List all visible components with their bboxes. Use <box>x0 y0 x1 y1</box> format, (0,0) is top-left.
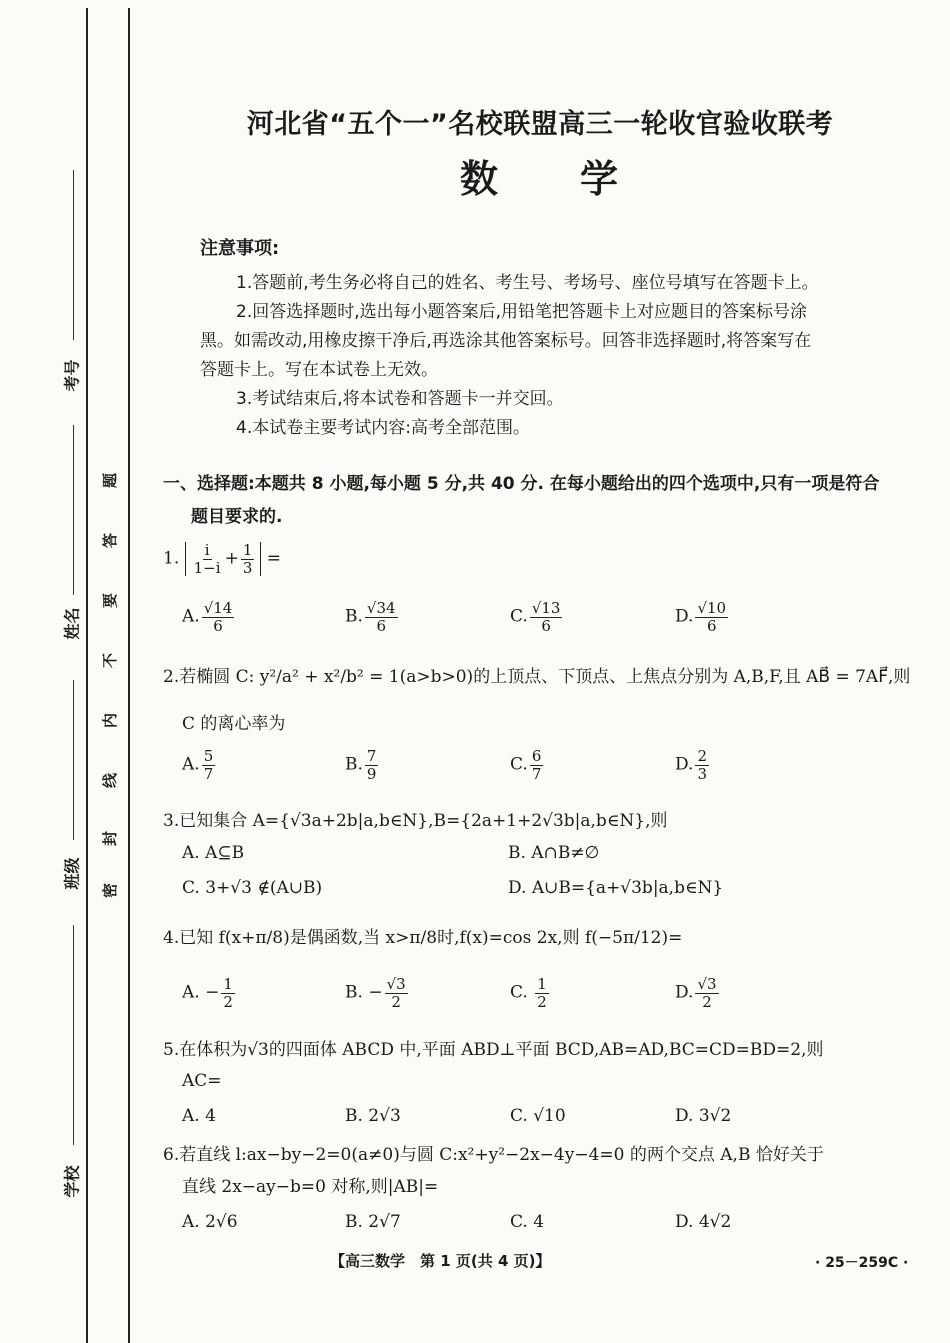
warning-char: 题 <box>101 472 120 489</box>
warning-char: 内 <box>101 712 120 729</box>
question-6-line1: 6.若直线 l:ax−by−2=0(a≠0)与圆 C:x²+y²−2x−4y−4=0 的两个交点 A,B 恰好关于 <box>163 1145 824 1165</box>
warning-char: 答 <box>101 532 120 549</box>
q6-option-d: D. 4√2 <box>675 1212 732 1232</box>
q5-option-a: A. 4 <box>182 1106 216 1126</box>
notice-line: 黑。如需改动,用橡皮擦干净后,再选涂其他答案标号。回答非选择题时,将答案写在 <box>200 331 812 351</box>
notice-line: 4.本试卷主要考试内容:高考全部范围。 <box>236 418 530 438</box>
notice-line: 答题卡上。写在本试卷上无效。 <box>200 360 438 380</box>
q6-option-c: C. 4 <box>510 1212 545 1232</box>
question-5-line1: 5.在体积为√3的四面体 ABCD 中,平面 ABD⊥平面 BCD,AB=AD,BC=CD=BD=2,则 <box>163 1040 824 1060</box>
q1-option-d: D. $\frac{√10}{6}$ <box>675 599 727 635</box>
section-heading-line1: 一、选择题:本题共 8 小题,每小题 5 分,共 40 分. 在每小题给出的四个选项中,只有一项是符合 <box>163 474 880 494</box>
q5-option-c: C. √10 <box>510 1106 566 1126</box>
exam-title: 河北省“五个一”名校联盟高三一轮收官验收联考 <box>246 109 834 140</box>
binding-line-right <box>128 8 130 1343</box>
exam-number-label: 考号 <box>62 359 82 392</box>
question-1: 1. $\frac{i}{1-i}$ + $\frac{1}{3}$ = <box>163 541 282 577</box>
question-3-line1: 3.已知集合 A={√3a+2b|a,b∈N},B={2a+1+2√3b|a,b∈N},则 <box>163 811 668 831</box>
q1-option-a: A. $\frac{√14}{6}$ <box>182 599 233 635</box>
exam-code: · 25－259C · <box>815 1255 909 1271</box>
q3-option-d: D. A∪B={a+√3b|a,b∈N} <box>508 878 724 898</box>
notice-heading: 注意事项: <box>200 238 280 259</box>
q3-option-b: B. A∩B≠∅ <box>508 843 600 863</box>
name-label: 姓名 <box>62 607 82 640</box>
q2-option-c: C. $\frac{6}{7}$ <box>510 747 542 783</box>
school-underline <box>73 925 74 1145</box>
binding-line-left <box>86 8 88 1343</box>
question-2-line1: 2.若椭圆 C: y²/a² + x²/b² = 1(a>b>0)的上顶点、下顶点、上焦点分别为 A,B,F,且 AB⃗ = 7AF⃗,则 <box>163 667 911 687</box>
q1-option-c: C. $\frac{√13}{6}$ <box>510 599 561 635</box>
q6-option-b: B. 2√7 <box>345 1212 401 1232</box>
exam-number-underline <box>73 170 74 340</box>
absolute-value-expression: $\frac{i}{1-i}$ + $\frac{1}{3}$ <box>185 542 262 576</box>
q5-option-b: B. 2√3 <box>345 1106 401 1126</box>
warning-char: 密 <box>101 882 120 899</box>
school-label: 学校 <box>62 1165 82 1198</box>
q2-option-d: D. $\frac{2}{3}$ <box>675 747 707 783</box>
q1-option-b: B. $\frac{√34}{6}$ <box>345 599 396 635</box>
warning-char: 封 <box>101 830 120 847</box>
class-underline <box>73 680 74 840</box>
fraction: $\frac{i}{1-i}$ <box>193 541 221 577</box>
section-heading <box>163 468 923 534</box>
fraction: $\frac{1}{3}$ <box>242 541 253 577</box>
q3-option-c: C. 3+√3 ∉(A∪B) <box>182 878 323 898</box>
q5-option-d: D. 3√2 <box>675 1106 732 1126</box>
class-label: 班级 <box>62 857 82 890</box>
page-footer: 【高三数学 第 1 页(共 4 页)】 <box>330 1252 551 1270</box>
question-number: 1. <box>163 548 180 569</box>
name-underline <box>73 425 74 595</box>
question-4-line1: 4.已知 f(x+π/8)是偶函数,当 x>π/8时,f(x)=cos 2x,则 f(−5π/12)= <box>163 928 683 948</box>
notice-line: 3.考试结束后,将本试卷和答题卡一并交回。 <box>236 389 564 409</box>
q4-option-a: A. − $\frac{1}{2}$ <box>182 975 233 1011</box>
question-2-line2: C 的离心率为 <box>182 714 286 734</box>
q3-option-a: A. A⊆B <box>182 843 245 863</box>
warning-char: 不 <box>101 652 120 669</box>
section-heading-line2: 题目要求的. <box>191 507 283 527</box>
question-5-line2: AC= <box>182 1071 222 1091</box>
question-6-line2: 直线 2x−ay−b=0 对称,则|AB|= <box>182 1177 439 1197</box>
q4-option-b: B. − $\frac{√3}{2}$ <box>345 975 406 1011</box>
notice-line: 2.回答选择题时,选出每小题答案后,用铅笔把答题卡上对应题目的答案标号涂 <box>236 302 808 322</box>
q2-option-b: B. $\frac{7}{9}$ <box>345 747 377 783</box>
subject-title: 数 学 <box>459 157 620 201</box>
q4-option-c: C. $\frac{1}{2}$ <box>510 975 547 1011</box>
warning-char: 线 <box>101 772 120 789</box>
q4-option-d: D. $\frac{√3}{2}$ <box>675 975 717 1011</box>
warning-char: 要 <box>101 592 120 609</box>
q6-option-a: A. 2√6 <box>182 1212 238 1232</box>
q2-option-a: A. $\frac{5}{7}$ <box>182 747 214 783</box>
notice-line: 1.答题前,考生务必将自己的姓名、考生号、考场号、座位号填写在答题卡上。 <box>236 273 819 293</box>
